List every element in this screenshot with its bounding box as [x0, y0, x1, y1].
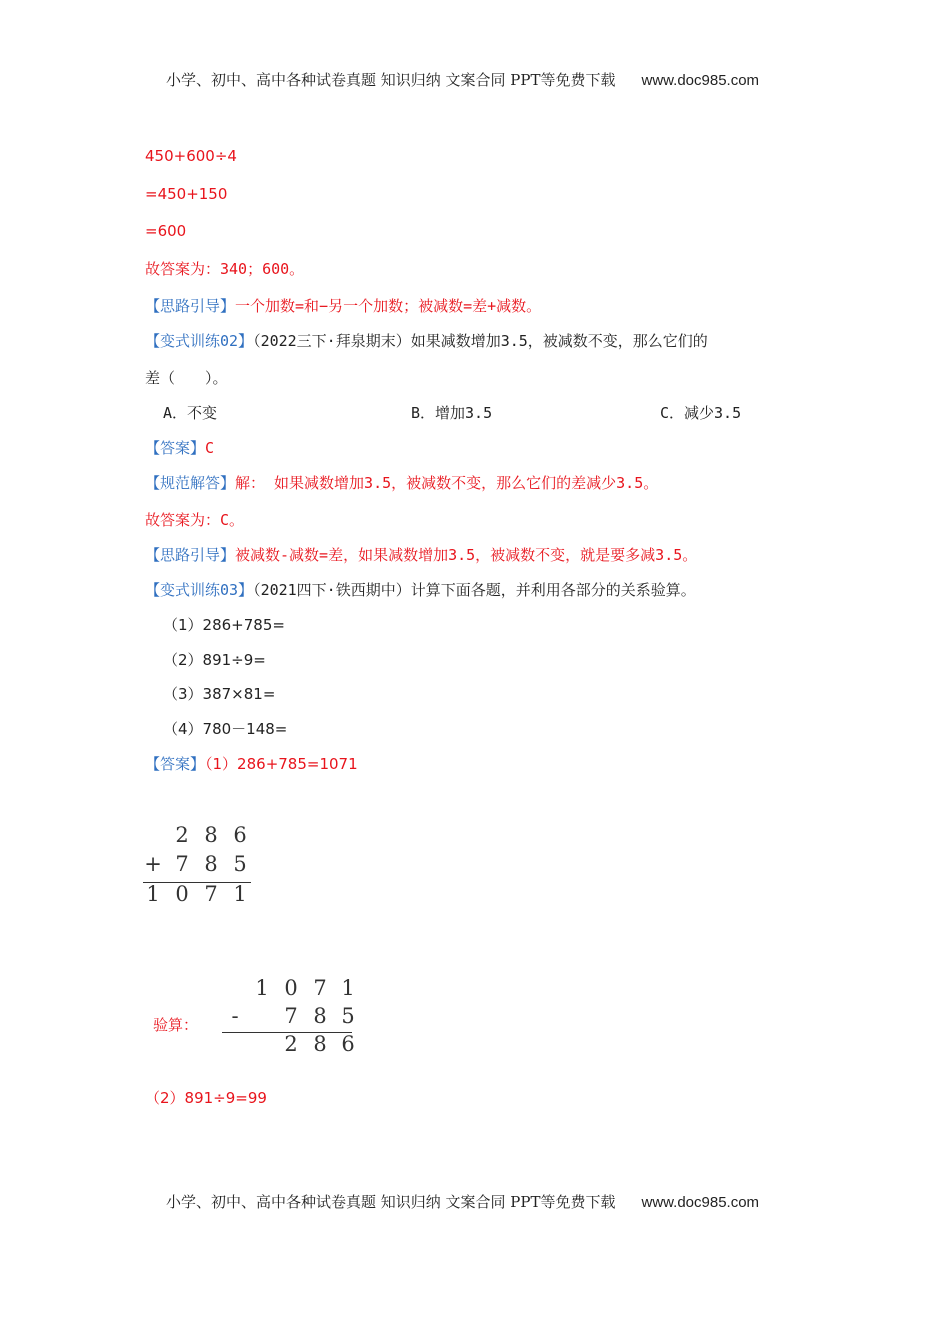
ex03-answer-tag: 【答案】: [145, 755, 206, 773]
ex03-item-2: （2）891÷9=: [163, 651, 266, 669]
sub-top-digit: 1: [341, 976, 355, 1000]
ex02-hint: [145, 545, 697, 565]
ex02-answer: [145, 438, 214, 458]
add-bottom-digit: 7: [175, 852, 189, 876]
ex02-question: [145, 331, 708, 351]
ex02-option-a: A．不变: [163, 404, 218, 422]
header-text: 小学、初中、高中各种试卷真题 知识归纳 文案合同 PPT等免费下载: [166, 71, 616, 89]
hint-1: [145, 296, 541, 316]
sub-bottom-digit: 5: [341, 1004, 355, 1028]
ex02-answer-value: C: [205, 439, 215, 457]
add-top-digit: 2: [175, 823, 189, 847]
add-result-digit: 1: [233, 882, 247, 906]
ex02-question-line2: 差（ ）。: [145, 369, 228, 387]
ex02-hint-text: 被减数-减数=差，如果减数增加3.5，被减数不变，就是要多减3.5。: [235, 546, 698, 564]
ex02-option-c: C．减少3.5: [660, 404, 742, 422]
ex02-solution: [145, 473, 658, 493]
header-url[interactable]: www.doc985.com: [641, 72, 760, 89]
add-result-digit: 0: [175, 882, 189, 906]
sub-top-digit: 1: [255, 976, 269, 1000]
ex02-question-line1: （2022三下·拜泉期末）如果减数增加3.5，被减数不变，那么它们的: [253, 332, 708, 350]
sub-result-digit: 2: [284, 1032, 298, 1056]
ex03-question-text: （2021四下·铁西期中）计算下面各题，并利用各部分的关系验算。: [253, 581, 696, 599]
hint-1-text: 一个加数=和−另一个加数；被减数=差+减数。: [235, 297, 542, 315]
sub-top-digit: 0: [284, 976, 298, 1000]
add-bottom-digit: 8: [204, 852, 218, 876]
sub-result-digit: 6: [341, 1032, 355, 1056]
add-top-digit: 6: [233, 823, 247, 847]
sub-bottom-digit: 8: [313, 1004, 327, 1028]
ex03-answer: [145, 754, 358, 774]
ex02-answer-tag: 【答案】: [145, 439, 206, 457]
footer-url[interactable]: www.doc985.com: [641, 1194, 760, 1211]
ex03-item-4: （4）780－148=: [163, 720, 288, 738]
add-result-digit: 1: [146, 882, 160, 906]
ex02-solution-text: 解： 如果减数增加3.5，被减数不变，那么它们的差减少3.5。: [235, 474, 659, 492]
ex02-final: 故答案为：C。: [145, 511, 245, 529]
footer-text: 小学、初中、高中各种试卷真题 知识归纳 文案合同 PPT等免费下载: [166, 1193, 616, 1211]
sub-bottom-digit: 7: [284, 1004, 298, 1028]
ex03-answer-1: （1）286+785=1071: [205, 755, 358, 773]
sub-top-digit: 7: [313, 976, 327, 1000]
calc-line-3: =600: [145, 222, 187, 240]
sub-operator: -: [231, 1004, 239, 1028]
sub-result-digit: 8: [313, 1032, 327, 1056]
page-header: [166, 69, 759, 90]
hint-1-tag: 【思路引导】: [145, 297, 236, 315]
ex03-item-1: （1）286+785=: [163, 616, 285, 634]
ex03-question: [145, 580, 696, 600]
add-bottom-digit: 5: [233, 852, 247, 876]
ex02-hint-tag: 【思路引导】: [145, 546, 236, 564]
add-top-digit: 8: [204, 823, 218, 847]
add-operator: +: [144, 852, 162, 876]
ex02-tag: 【变式训练02】: [145, 332, 254, 350]
ex02-option-b: B．增加3.5: [411, 404, 493, 422]
ex03-item-3: （3）387×81=: [163, 685, 276, 703]
calc-line-1: 450+600÷4: [145, 147, 237, 165]
ex03-tag: 【变式训练03】: [145, 581, 254, 599]
add-result-digit: 7: [204, 882, 218, 906]
answer-line-1: 故答案为：340；600。: [145, 260, 305, 278]
check-label: 验算：: [153, 1016, 199, 1034]
ex03-answer-2: （2）891÷9=99: [145, 1089, 267, 1107]
page-footer: [166, 1191, 759, 1212]
calc-line-2: =450+150: [145, 185, 228, 203]
ex02-solution-tag: 【规范解答】: [145, 474, 236, 492]
